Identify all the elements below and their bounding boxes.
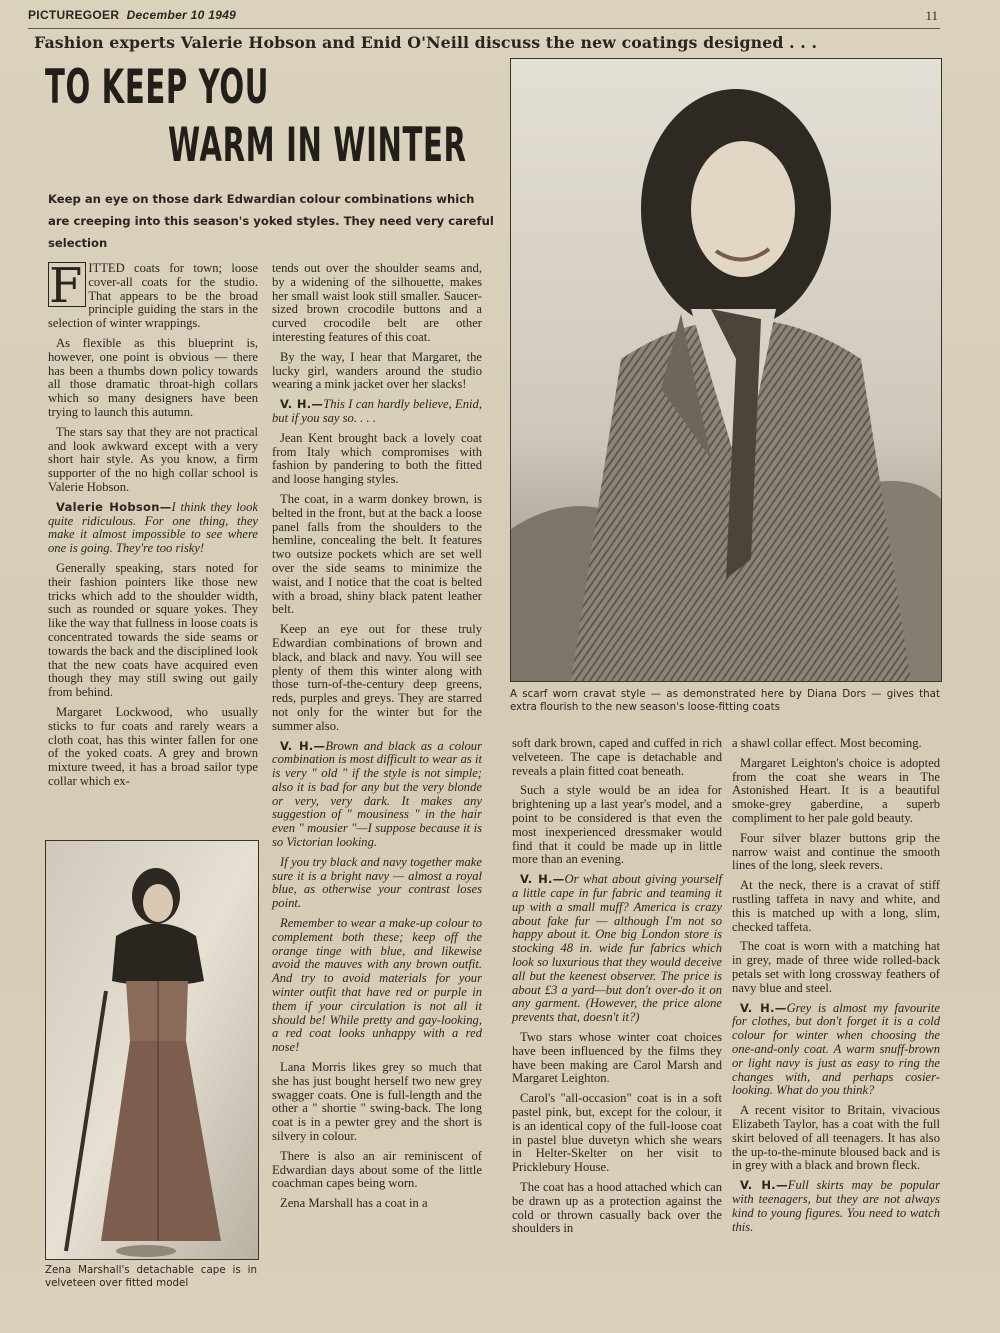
diana-dors-photo xyxy=(510,58,942,682)
body-paragraph: Zena Marshall has a coat in a xyxy=(280,1196,428,1211)
header-rule xyxy=(28,28,940,29)
speaker-label: V. H.— xyxy=(520,872,565,887)
speaker-label: V. H.— xyxy=(740,1000,787,1015)
zena-marshall-photo xyxy=(45,840,259,1260)
body-paragraph: tends out over the shoulder seams and, by a widening of the silhouette, makes her small waist look still smaller. Saucer-sized brown crocodile buttons and a curved crocodile belt are other interesting features of this coat. xyxy=(272,261,482,344)
quote-paragraph: If you try black and navy together make sure it is a bright navy — almost a royal blue, as otherwise your contrast loses point. xyxy=(272,854,482,911)
body-paragraph: a shawl collar effect. Most becoming. xyxy=(732,736,922,750)
diana-dors-image xyxy=(511,59,941,681)
page-number: 11 xyxy=(925,8,938,23)
body-paragraph: F ITTED coats for town; loose cover-all coats for the studio. That appears to be the broad principle guiding the stars in the selection of winter wrappings. xyxy=(48,258,258,331)
text-column-1 xyxy=(48,258,258,795)
body-paragraph: Margaret Lockwood, who usually sticks to fur coats and rarely wears a cloth coat, has this winter fallen for one of the yoked coats. A grey and brown mixture tweed, it has a broad sailor type collar which ex- xyxy=(48,704,258,788)
article-title-line2: WARM IN WINTER xyxy=(168,118,467,173)
body-paragraph: The coat has a hood attached which can be drawn up as a protection against the cold or thrown casually back over the shoulders in xyxy=(512,1179,722,1236)
body-paragraph: There is also an air reminiscent of Edwardian days about some of the little coachman capes being worn. xyxy=(272,1148,482,1191)
body-paragraph: Margaret Leighton's choice is adopted from the coat she wears in The Astonished Heart. It is a beautiful smoke-grey gaberdine, a superb compliment to her pale gold beauty. xyxy=(732,755,940,825)
speaker-label: V. H.— xyxy=(280,397,324,412)
quote-paragraph: V. H.—Grey is almost my favourite for clothes, but don't forget it is a cold colour for winter when choosing the one-and-only coat. A warm snuff-brown or light navy is just as easy to ring the changes with, and perhaps cosier-looking. What do you think? xyxy=(732,1000,940,1098)
quote-paragraph: Remember to wear a make-up colour to complement both these; keep off the orange tinge with blue, and likewise avoid the mauves with any brown outfit. And try to avoid materials for your winter outfit that have red or purple in them if your circulation is not all it should be! While pretty and gay-looking, a red coat looks unhappy with a red nose! xyxy=(272,916,482,1055)
article-subhead: Fashion experts Valerie Hobson and Enid O'Neill discuss the new coatings designed . . . xyxy=(34,33,818,52)
body-paragraph: Four silver blazer buttons grip the narrow waist and continue the smooth lines of the long, sleek revers. xyxy=(732,830,940,873)
zena-marshall-image xyxy=(46,841,258,1259)
body-paragraph: The stars say that they are not practical and look awkward except with a very short hair style. As you know, a firm supporter of the no high collar school is Valerie Hobson. xyxy=(48,424,258,494)
small-photo-caption: Zena Marshall's detachable cape is in velveteen over fitted model xyxy=(45,1264,257,1289)
body-paragraph: soft dark brown, caped and cuffed in rich velveteen. The cape is detachable and reveals a plain fitted coat beneath. xyxy=(512,736,722,778)
main-photo-caption: A scarf worn cravat style — as demonstrated here by Diana Dors — gives that extra flourish to the new season's loose-fitting coats xyxy=(510,688,940,713)
body-paragraph: At the neck, there is a cravat of stiff rustling taffeta in navy and white, and this is matched up with a long, slim, checked taffeta. xyxy=(732,878,940,934)
issue-date: December 10 1949 xyxy=(126,8,237,22)
quote-paragraph: V. H.—Brown and black as a colour combination is most difficult to wear as it is very " old " if the style is not simple; also it is bad for any but the very blonde or very, very dark. It makes any suggestion of " mousiness " in the hair even " mousier "—I suppose because it is so Victorian looking. xyxy=(272,738,482,850)
text-column-4 xyxy=(732,737,940,1240)
magazine-header xyxy=(28,8,236,22)
body-paragraph: By the way, I hear that Margaret, the lucky girl, wanders around the studio wearing a mink jacket over her slacks! xyxy=(272,349,482,392)
quote-paragraph: V. H.—Or what about giving yourself a little cape in fur fabric and teaming it up with a small muff? America is crazy about fake fur — although I'm not so happy about it. One big London store is stocking 48 in. wide fur fabrics which look so luxurious that they would deceive all but the keenest observer. The price is about £3 a yard—but don't over-do it on any garment. (However, the price alone prevents that, doesn't it?) xyxy=(512,872,722,1025)
body-paragraph: The coat, in a warm donkey brown, is belted in the front, but at the back a loose panel falls from the shoulders to the hemline, concealing the belt. It features two outsize pockets which are set well over the side seams to minimize the waist, and I notice that the coat is belted with a broad, shiny black patent leather belt. xyxy=(272,491,482,617)
magazine-name: PICTUREGOER xyxy=(28,8,120,22)
quote-paragraph: V. H.—This I can hardly believe, Enid, but if you say so. . . . xyxy=(272,397,482,425)
body-paragraph: As flexible as this blueprint is, however, one point is obvious — there has been a thumbs down policy towards all those dramatic throat-high collars which so many designers have been trying to launch this autumn. xyxy=(48,335,258,419)
body-paragraph: Lana Morris likes grey so much that she has just bought herself two new grey swagger coats. One is full-length and the other a " shortie " swing-back. The long coat is in a pewter grey and the short is silvery in colour. xyxy=(272,1060,482,1144)
body-paragraph: The coat is worn with a matching hat in grey, made of three wide rolled-back petals set with long crossway feathers of navy blue and steel. xyxy=(732,939,940,995)
drop-cap: F xyxy=(48,262,86,307)
article-standfirst: Keep an eye on those dark Edwardian colour combinations which are creeping into this season's yoked styles. They need very careful selection xyxy=(48,192,494,250)
body-paragraph: Jean Kent brought back a lovely coat from Italy which compromises with fashion by pandering to both the fitted and loose hanging styles. xyxy=(272,430,482,487)
quote-paragraph: Valerie Hobson—I think they look quite ridiculous. For one thing, they make it almost impossible to see where one is going. They're too risky! xyxy=(48,499,258,556)
speaker-label: V. H.— xyxy=(280,738,326,753)
body-paragraph: Carol's "all-occasion" coat is in a soft pastel pink, but, except for the colour, it is an identical copy of the full-loose coat in pastel blue duvetyn which she wears in Helter-Skelter on her visit to Pricklebury House. xyxy=(512,1091,722,1175)
text-column-3 xyxy=(512,737,722,1242)
body-paragraph: Such a style would be an idea for brightening up a last year's model, and a point to be considered is that even the most inexperienced dressmaker would find that it could be made up in little more than an evening. xyxy=(512,783,722,867)
article-title-line1: TO KEEP YOU xyxy=(45,60,270,115)
text-column-2 xyxy=(272,262,482,1217)
speaker-label: Valerie Hobson— xyxy=(56,499,172,514)
body-paragraph: Generally speaking, stars noted for their fashion pointers like those new tricks which add to the shoulder width, such as rounded or square yokes. They like the way that fullness in loose coats is concentrated towards the side seams or towards the back and the disciplined look that the new coats have acquired even though they may still swing out gaily from behind. xyxy=(48,560,258,700)
quote-paragraph: V. H.—Full skirts may be popular with teenagers, but they are not always kind to young figures. You need to watch this. xyxy=(732,1178,940,1234)
body-paragraph: A recent visitor to Britain, vivacious Elizabeth Taylor, has a coat with the full skirt beloved of all teenagers. It has also the up-to-the-minute bloused back and is in grey with a black and brown fleck. xyxy=(732,1103,940,1173)
body-paragraph: Two stars whose winter coat choices have been influenced by the films they have been making are Carol Marsh and Margaret Leighton. xyxy=(512,1029,722,1086)
body-paragraph: Keep an eye out for these truly Edwardian combinations of brown and black, and black and navy. You will see plenty of them this winter along with those turn-of-the-century deep greens, reds, purples and greys. They are starred not only for the winter but for the summer also. xyxy=(272,622,482,733)
speaker-label: V. H.— xyxy=(740,1178,788,1193)
